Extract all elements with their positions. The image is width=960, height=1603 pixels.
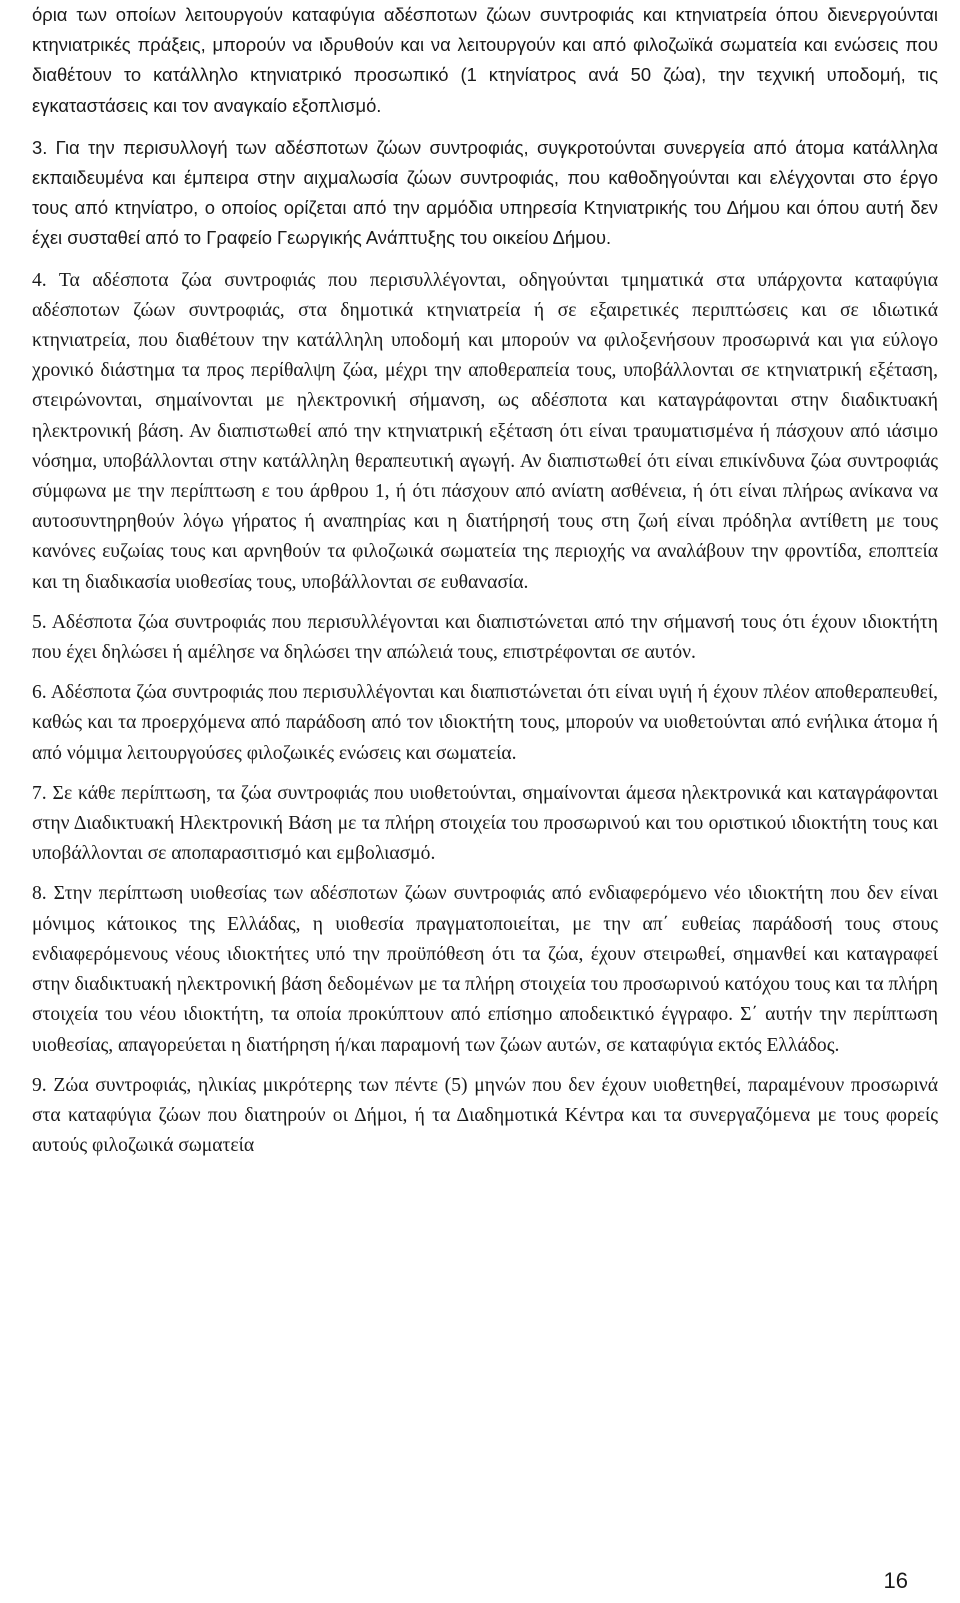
- page-number: 16: [883, 1568, 908, 1593]
- paragraph-6: 6. Αδέσποτα ζώα συντροφιάς που περισυλλέγονται και διαπιστώνεται ότι είναι υγιή ή έχουν πλέον αποθεραπευθεί, καθώς και τα προερχόμενα από παράδοση από τον ιδιοκτήτη τους, μπορούν να υιοθετούνται από ενήλικα άτομα ή από νόμιμα λειτουργούσες φιλοζωικές ενώσεις και σωματεία.: [32, 682, 938, 764]
- paragraph-4: 4. Τα αδέσποτα ζώα συντροφιάς που περισυλλέγονται, οδηγούνται τμηματικά στα υπάρχοντα καταφύγια αδέσποτων ζώων συντροφιάς, στα δημοτικά κτηνιατρεία ή σε εξαιρετικές περιπτώσεις και σε ιδιωτικά κτηνιατρεία, που διαθέτουν την κατάλληλη υποδομή και μπορούν να φιλοξενήσουν προσωρινά και για εύλογο χρονικό διάστημα τα προς περίθαλψη ζώα, μέχρι την αποθεραπεία τους, υποβάλλονται σε κτηνιατρική εξέταση, στειρώνονται, σημαίνονται με ηλεκτρονική σήμανση, ως αδέσποτα και καταγράφονται στην διαδικτυακή ηλεκτρονική βάση. Αν διαπιστωθεί από την κτηνιατρική εξέταση ότι είναι τραυματισμένα ή πάσχουν από ιάσιμο νόσημα, υποβάλλονται στην κατάλληλη θεραπευτική αγωγή. Αν διαπιστωθεί ότι είναι επικίνδυνα ζώα συντροφιάς σύμφωνα με την περίπτωση ε του άρθρου 1, ή ότι πάσχουν από ανίατη ασθένεια, ή ότι είναι πλήρως ανίκανα να αυτοσυντηρηθούν λόγω γήρατος ή αναπηρίας και η διατήρησή τους στη ζωή είναι πρόδηλα αντίθετη με τους κανόνες ευζωίας τους και αρνηθούν τα φιλοζωικά σωματεία της περιοχής να αναλάβουν την φροντίδα, επoπτεία και τη διαδικασία υιοθεσίας τους, υποβάλλονται σε ευθανασία.: [32, 269, 938, 593]
- paragraph-3: 3. Για την περισυλλογή των αδέσποτων ζώων συντροφιάς, συγκροτούνται συνεργεία από άτομα κατάλληλα εκπαιδευμένα και έμπειρα στην αιχμαλωσία ζώων συντροφιάς, που καθοδηγούνται και ελέγχονται στο έργο τους από κτηνίατρο, ο οποίος ορίζεται από την αρμόδια υπηρεσία Κτηνιατρικής του Δήμου και όπου αυτή δεν έχει συσταθεί από το Γραφείο Γεωργικής Ανάπτυξης του οικείου Δήμου.: [32, 136, 938, 249]
- paragraph-9: 9. Ζώα συντροφιάς, ηλικίας μικρότερης των πέντε (5) μηνών που δεν έχουν υιοθετηθεί, παραμένουν προσωρινά στα καταφύγια ζώων που διατηρούν οι Δήμοι, ή τα Διαδημοτικά Κέντρα και τα συνεργαζόμενα με τους φορείς αυτούς φιλοζωικά σωματεία: [32, 1074, 938, 1157]
- paragraph-intro: όρια των οποίων λειτουργούν καταφύγια αδέσποτων ζώων συντροφιάς και κτηνιατρεία όπου διενεργούνται κτηνιατρικές πράξεις, μπορούν να ιδρυθούν και να λειτουργούν και από φιλοζωϊκά σωματεία και ενώσεις που διαθέτουν το κατάλληλο κτηνιατρικό προσωπικό (1 κτηνίατρος ανά 50 ζώα), την τεχνική υποδομή, τις εγκαταστάσεις και τον αναγκαίο εξοπλισμό.: [32, 4, 938, 116]
- paragraph-8: 8. Στην περίπτωση υιοθεσίας των αδέσποτων ζώων συντροφιάς από ενδιαφερόμενο νέο ιδιοκτήτη που δεν είναι μόνιμος κάτοικος της Ελλάδας, η υιοθεσία πραγματοποιείται, με την απ΄ ευθείας παράδοσή τους στους ενδιαφερόμενους νέους ιδιοκτήτες υπό την προϋπόθεση ότι τα ζώα, έχουν στειρωθεί, σημανθεί και καταγραφεί στην διαδικτυακή ηλεκτρονική βάση δεδομένων με τα πλήρη στοιχεία του προσωρινού κατόχου τους και τα πλήρη στοιχεία του νέου ιδιοκτήτη, τα οποία προκύπτουν από επίσημο αποδεικτικό έγγραφο. Σ΄ αυτήν την περίπτωση υιοθεσίας, απαγορεύεται η διατήρηση ή/και παραμονή των ζώων αυτών, σε καταφύγια εκτός Ελλάδος.: [32, 883, 938, 1056]
- paragraph-7: 7. Σε κάθε περίπτωση, τα ζώα συντροφιάς που υιοθετούνται, σημαίνονται άμεσα ηλεκτρονικά και καταγράφονται στην Διαδικτυακή Ηλεκτρονική Βάση με τα πλήρη στοιχεία του προσωρινού και του οριστικού ιδιοκτήτη τους και υποβάλλονται σε αποπαρασιτισμό και εμβολιασμό.: [32, 782, 938, 865]
- document-page: [32, 0, 938, 1161]
- paragraph-5: 5. Αδέσποτα ζώα συντροφιάς που περισυλλέγονται και διαπιστώνεται από την σήμανσή τους ότι έχουν ιδιοκτήτη που έχει δηλώσει ή αμέλησε να δηλώσει την απώλειά τους, επιστρέφονται σε αυτόν.: [32, 611, 938, 664]
